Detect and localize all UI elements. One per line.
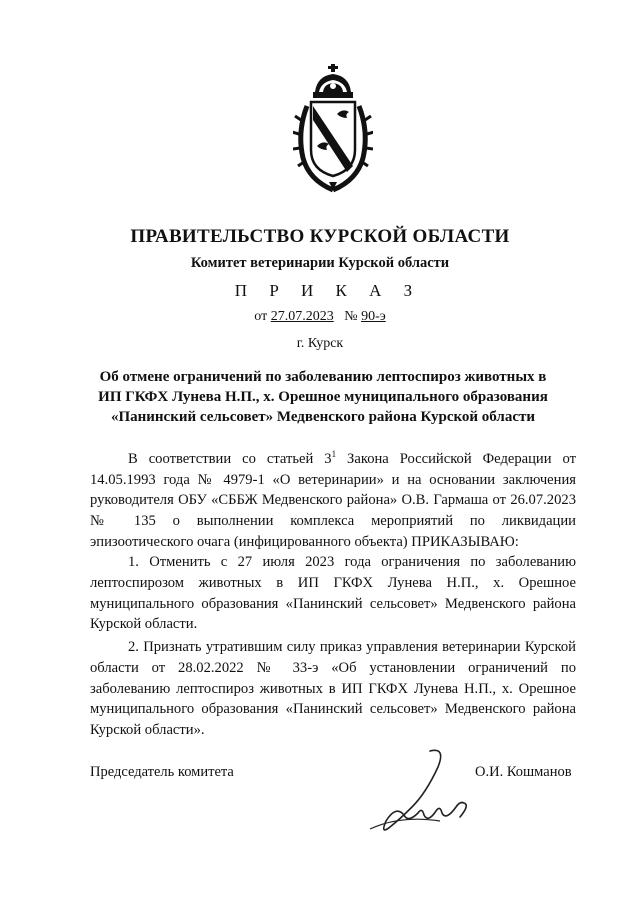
document-date: 27.07.2023 bbox=[270, 309, 334, 324]
signatory-name: О.И. Кошманов bbox=[475, 764, 572, 780]
document-body bbox=[90, 444, 576, 741]
date-prefix: от bbox=[254, 309, 268, 324]
crown-icon bbox=[313, 64, 353, 98]
order-item-1: 1. Отменить с 27 июля 2023 года ограничения по заболеванию лептоспирозом животных в ИП ГКФХ Лунева Н.П., х. Орешное муниципального образования «Панинский сельсовет» Медвенского района Курской области. bbox=[90, 554, 576, 633]
order-item-2: 2. Признать утратившим силу приказ управления ветеринарии Курской области от 28.02.2022 № 33-э «Об установлении ограничений по заболеванию лептоспироз животных в ИП ГКФХ Лунева Н.П., х. Орешное муниципального образования «Панинский сельсовет» Медвенского района Курской области». bbox=[90, 639, 576, 738]
coat-of-arms-emblem bbox=[293, 62, 373, 194]
government-title: ПРАВИТЕЛЬСТВО КУРСКОЙ ОБЛАСТИ bbox=[130, 226, 510, 247]
article-superscript: 1 bbox=[331, 449, 337, 459]
city: г. Курск bbox=[296, 336, 344, 351]
signatory-position: Председатель комитета bbox=[90, 764, 234, 780]
committee-title: Комитет ветеринарии Курской области bbox=[190, 255, 450, 271]
document-subject: Об отмене ограничений по заболеванию лептоспироз животных в ИП ГКФХ Лунева Н.П., х. Орешное муниципального образования «Панинский сельсовет» Медвенского района Курской области bbox=[98, 369, 548, 425]
number-prefix: № bbox=[344, 309, 358, 324]
handwritten-signature bbox=[360, 745, 475, 840]
document-type: П Р И К А З bbox=[234, 281, 422, 300]
document-number: 90-э bbox=[361, 309, 386, 324]
date-number-line bbox=[0, 309, 640, 325]
intro-paragraph: В соответствии со статьей $3^1$ Закона Российской Федерации от 14.05.1993 года № 4979-1 «О ветеринарии» и на основании заключения руководителя ОБУ «СББЖ Медвенского района» О.В. Гармаша от 26.07.2023 № 135 о выполнении комплекса мероприятий по ликвидации эпизоотического очага (инфицированного объекта) ПРИКАЗЫВАЮ: bbox=[90, 449, 576, 550]
